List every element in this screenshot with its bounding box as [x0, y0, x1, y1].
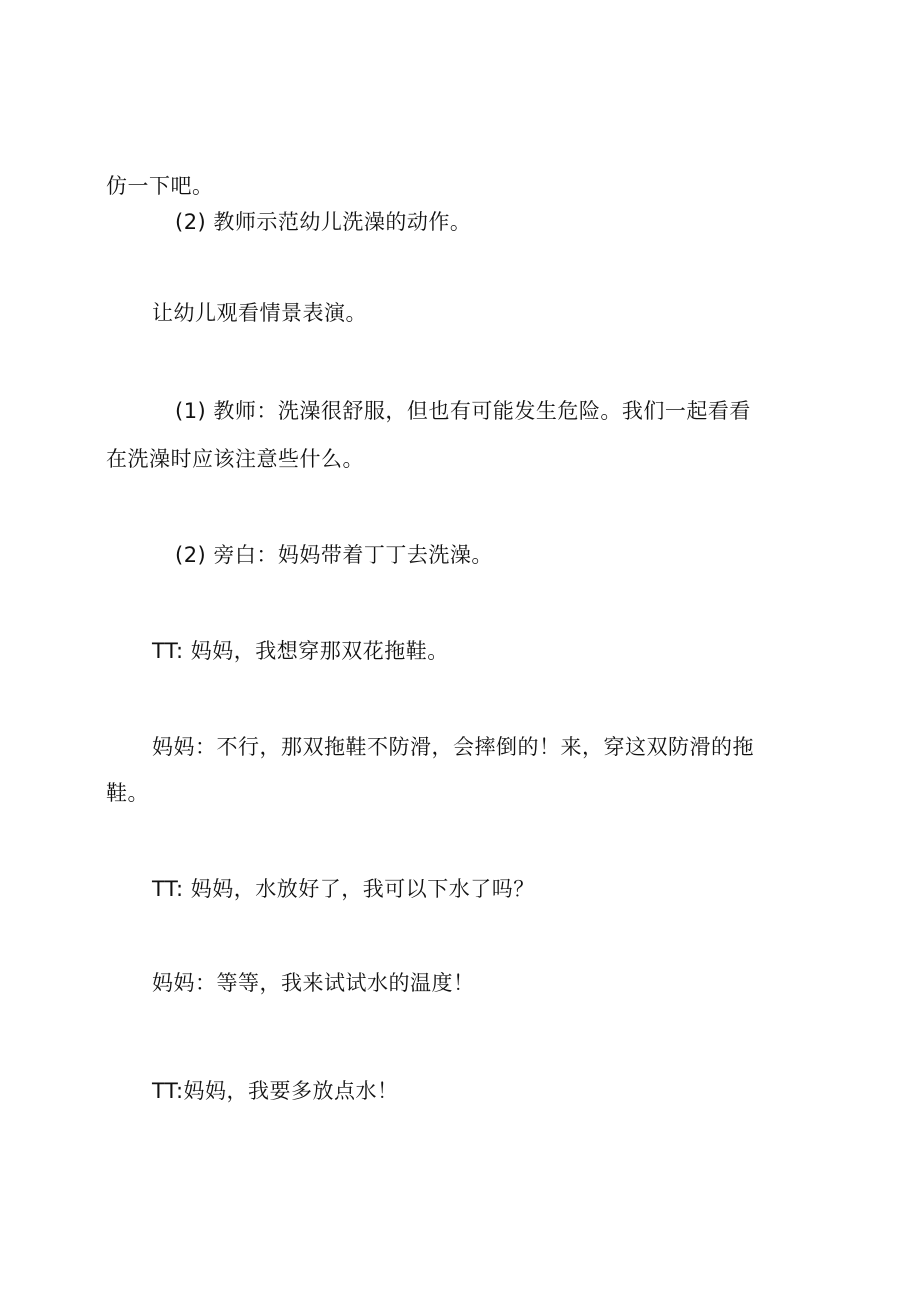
text-line: 在洗澡时应该注意些什么。 [106, 447, 364, 471]
text-line: TT: 妈妈，水放好了，我可以下水了吗？ [152, 877, 535, 901]
text-line: TT:妈妈，我要多放点水！ [152, 1079, 399, 1103]
text-line: (2) 旁白：妈妈带着丁丁去洗澡。 [175, 543, 493, 567]
text-line: (2) 教师示范幼儿洗澡的动作。 [175, 210, 472, 234]
text-line: 让幼儿观看情景表演。 [152, 301, 367, 325]
text-line: 妈妈：不行，那双拖鞋不防滑，会摔倒的！来，穿这双防滑的拖 [152, 735, 754, 759]
text-line: 仿一下吧。 [106, 174, 214, 198]
text-line: 妈妈：等等，我来试试水的温度！ [152, 971, 475, 995]
text-line: (1) 教师：洗澡很舒服，但也有可能发生危险。我们一起看看 [175, 399, 751, 423]
text-line: 鞋。 [106, 781, 149, 805]
text-line: TT: 妈妈，我想穿那双花拖鞋。 [152, 639, 449, 663]
